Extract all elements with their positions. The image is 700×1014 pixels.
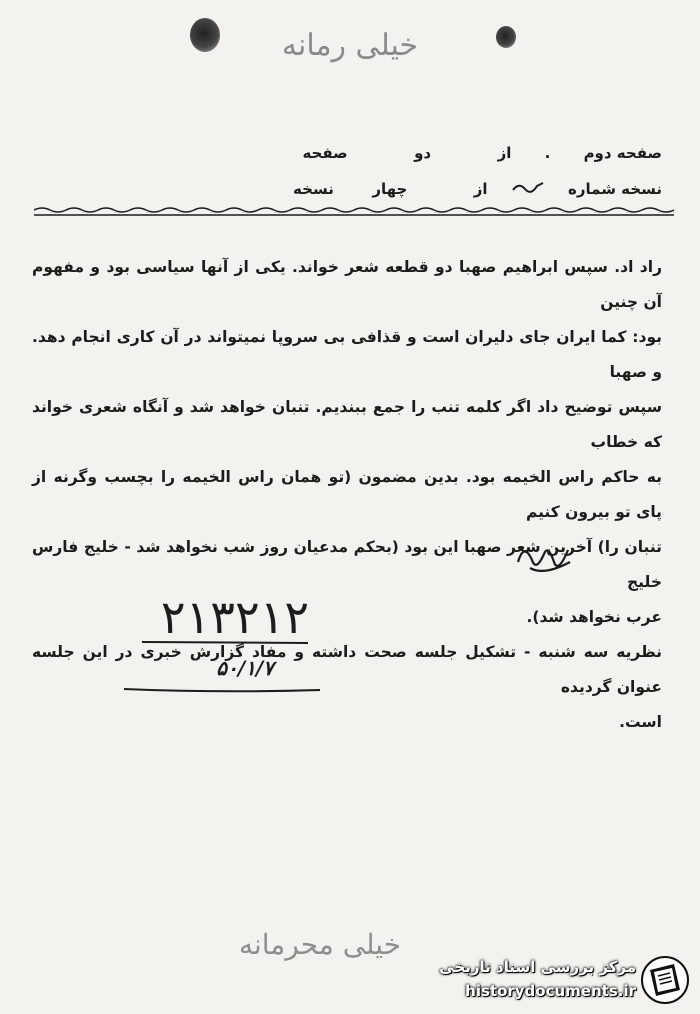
page-info-line: صفحه دوم . از دو صفحه: [302, 144, 662, 162]
copy-of: از: [473, 180, 488, 198]
copy-info-line: [293, 180, 662, 198]
body-line: عرب نخواهد شد).: [526, 608, 662, 626]
number-underline: [140, 638, 310, 646]
page-label: صفحه دوم: [583, 144, 662, 162]
copy-number-scribble: [511, 180, 545, 194]
classification-stamp-bottom: خیلی محرمانه: [238, 928, 402, 961]
page-of: از: [497, 144, 512, 162]
watermark-title: مرکز بررسی اسناد تاریخی: [439, 958, 636, 976]
copy-total: چهار: [372, 180, 408, 198]
document-body: [32, 250, 662, 740]
watermark: [430, 952, 692, 1010]
header-divider: [34, 206, 674, 218]
handwritten-number: ۲۱۳۲۱۲: [160, 590, 310, 644]
archive-logo-icon: [640, 954, 690, 1006]
classification-stamp-top: خیلی رمانه: [281, 28, 419, 63]
body-line: است.: [619, 713, 662, 731]
body-line: تنبان را) آخرین شعر صهبا این بود (بحکم مدعیان روز شب نخواهد شد - خلیج فارس خلیج: [32, 538, 662, 591]
body-line: بود: کما ایران جای دلیران است و قذافی بی سروپا نمیتواند در آن کاری انجام دهد. و صهبا: [32, 328, 662, 381]
body-line: راد اد. سپس ابراهیم صهبا دو قطعه شعر خواند. یکی از آنها سیاسی بود و مفهوم آن چنین: [32, 258, 662, 311]
copy-word: نسخه: [293, 180, 334, 198]
page-total: دو: [414, 144, 432, 162]
signature: [510, 532, 580, 582]
watermark-url: historydocuments.ir: [465, 982, 636, 1000]
note-underline: [122, 686, 322, 694]
handwritten-note: ۵۰/۱/۷: [216, 656, 274, 680]
copy-label: نسخه شماره: [568, 180, 662, 198]
body-line: به حاکم راس الخیمه بود. بدین مضمون (تو همان راس الخیمه را بچسب وگرنه از پای تو بیرون کنیم: [32, 468, 662, 521]
body-line: نظریه سه شنبه - تشکیل جلسه صحت داشته و مفاد گزارش خبری در این جلسه عنوان گردیده: [32, 643, 662, 696]
body-line: سپس توضیح داد اگر کلمه تنب را جمع ببندیم. تنبان خواهد شد و آنگاه شعری خواند که خطاب: [32, 398, 662, 451]
page-word: صفحه: [302, 144, 348, 162]
